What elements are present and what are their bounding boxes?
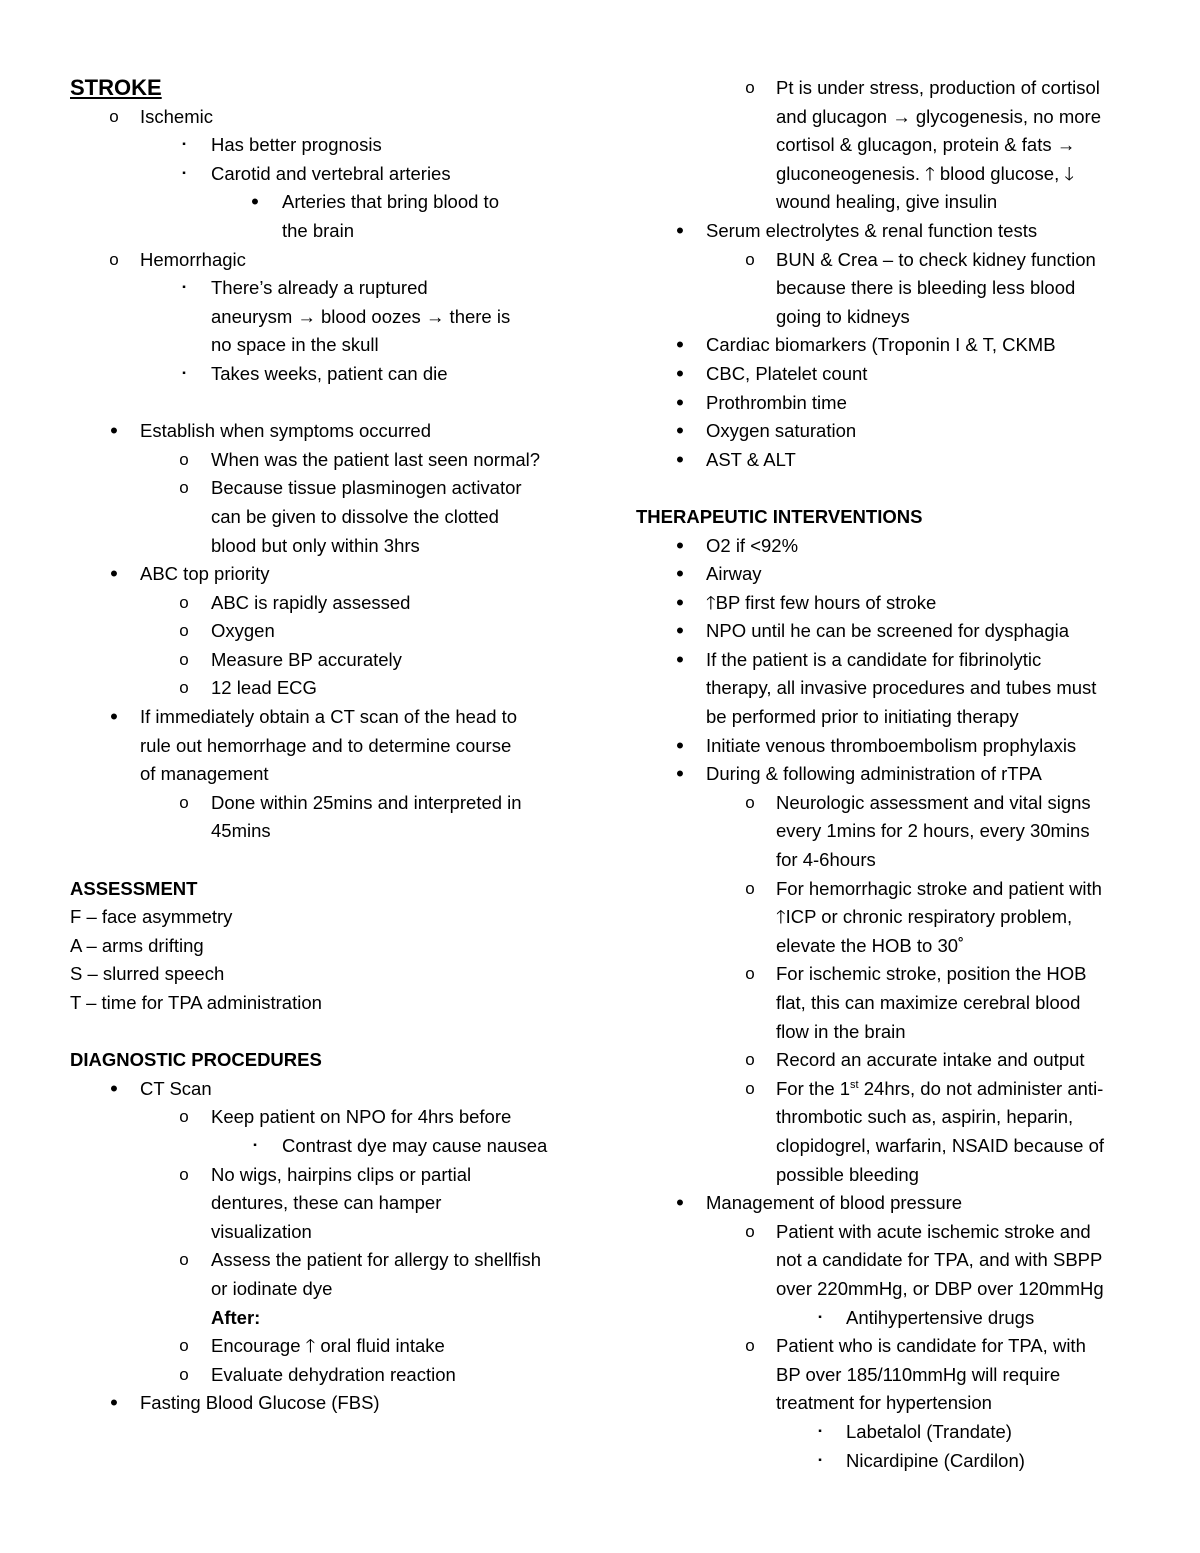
heading-text: THERAPEUTIC INTERVENTIONS: [636, 505, 923, 527]
bullet-icon: •: [251, 189, 259, 215]
square-bullet-icon: ▪: [818, 1454, 822, 1466]
item-text: Labetalol (Trandate): [846, 1420, 1012, 1442]
list-item: [70, 246, 590, 275]
list-item: [70, 303, 590, 332]
list-item: [636, 1189, 1156, 1218]
subheading: [70, 1304, 590, 1333]
list-item: [636, 417, 1156, 446]
item-text: No wigs, hairpins clips or partial: [211, 1163, 472, 1185]
list-item: [70, 331, 590, 360]
square-bullet-icon: ▪: [818, 1311, 822, 1323]
list-item: [636, 960, 1156, 989]
item-text: A – arms drifting: [70, 934, 204, 956]
circle-bullet-icon: o: [179, 649, 189, 669]
circle-bullet-icon: o: [745, 964, 755, 984]
list-item: [70, 903, 590, 932]
title-text: STROKE: [70, 75, 162, 100]
square-bullet-icon: ▪: [182, 282, 186, 294]
item-text: Hemorrhagic: [140, 248, 246, 270]
item-text: There’s already a ruptured: [211, 277, 428, 299]
blank-line: [70, 389, 590, 418]
list-item: [636, 1246, 1156, 1275]
item-text: Pt is under stress, production of cortisol: [776, 77, 1100, 98]
item-text: Record an accurate intake and output: [776, 1049, 1085, 1071]
list-item: [70, 474, 590, 503]
list-item: [636, 789, 1156, 818]
bullet-icon: •: [676, 732, 684, 758]
page-title: [70, 74, 590, 103]
item-text: Takes weeks, patient can die: [211, 362, 448, 384]
circle-bullet-icon: o: [179, 449, 189, 469]
list-item: [636, 131, 1156, 160]
list-item: [636, 1304, 1156, 1333]
item-text: Measure BP accurately: [211, 648, 402, 670]
left-column: [70, 74, 590, 1418]
item-text: Encourage 🡑 oral fluid intake: [211, 1335, 445, 1357]
list-item: [636, 217, 1156, 246]
list-item: [636, 1275, 1156, 1304]
circle-bullet-icon: o: [745, 1221, 755, 1241]
circle-bullet-icon: o: [179, 1164, 189, 1184]
circle-bullet-icon: o: [179, 1107, 189, 1127]
list-item: [70, 1103, 590, 1132]
item-text: Contrast dye may cause nausea: [282, 1134, 548, 1156]
item-text: therapy, all invasive procedures and tubes must: [706, 677, 1097, 699]
list-item: [70, 217, 590, 246]
item-text: Patient who is candidate for TPA, with: [776, 1335, 1086, 1357]
list-item: [70, 1246, 590, 1275]
circle-bullet-icon: o: [745, 78, 755, 97]
text-part: For the 1: [776, 1077, 851, 1099]
item-text: Because tissue plasminogen activator: [211, 477, 522, 499]
list-item: [636, 1103, 1156, 1132]
bullet-icon: •: [676, 360, 684, 386]
list-item: [70, 732, 590, 761]
item-text: going to kidneys: [776, 305, 910, 327]
bullet-icon: •: [676, 618, 684, 644]
list-item: [636, 74, 1156, 103]
bullet-icon: •: [676, 446, 684, 472]
list-item: [636, 446, 1156, 475]
heading-text: DIAGNOSTIC PROCEDURES: [70, 1049, 322, 1071]
item-text: Oxygen saturation: [706, 420, 857, 442]
item-text: 🡑BP first few hours of stroke: [706, 591, 937, 613]
list-item: [636, 617, 1156, 646]
blank-line: [70, 1018, 590, 1047]
list-item: [70, 989, 590, 1018]
list-item: [636, 1361, 1156, 1390]
bullet-icon: •: [676, 589, 684, 615]
item-text: blood but only within 3hrs: [211, 534, 420, 556]
list-item: [636, 1075, 1156, 1104]
item-text: flow in the brain: [776, 1020, 906, 1042]
list-item: [636, 1447, 1156, 1476]
list-item: [636, 589, 1156, 618]
item-text: F – face asymmetry: [70, 906, 233, 928]
list-item: [636, 817, 1156, 846]
item-text: cortisol & glucagon, protein & fats →: [776, 134, 1076, 156]
item-text: If the patient is a candidate for fibrinolytic: [706, 648, 1042, 670]
item-text: the brain: [282, 219, 354, 241]
list-item: [636, 389, 1156, 418]
list-item: [636, 560, 1156, 589]
item-text: If immediately obtain a CT scan of the head to: [140, 706, 518, 728]
item-text: Airway: [706, 563, 762, 585]
item-text: Prothrombin time: [706, 391, 847, 413]
list-item: [70, 1189, 590, 1218]
circle-bullet-icon: o: [179, 592, 189, 612]
bullet-icon: •: [110, 418, 118, 444]
list-item: [70, 417, 590, 446]
item-text: over 220mmHg, or DBP over 120mmHg: [776, 1277, 1104, 1299]
list-item: [70, 1218, 590, 1247]
item-text: gluconeogenesis. 🡑 blood glucose, 🡓: [776, 162, 1074, 184]
item-text: every 1mins for 2 hours, every 30mins: [776, 820, 1090, 842]
list-item: [636, 1389, 1156, 1418]
bullet-icon: •: [676, 332, 684, 358]
circle-bullet-icon: o: [745, 1078, 755, 1098]
item-text: not a candidate for TPA, and with SBPP: [776, 1249, 1103, 1271]
item-text: Ischemic: [140, 105, 213, 127]
item-text: elevate the HOB to 30˚: [776, 934, 965, 956]
circle-bullet-icon: o: [179, 478, 189, 498]
item-text: no space in the skull: [211, 334, 379, 356]
circle-bullet-icon: o: [745, 1336, 755, 1356]
list-item: [70, 560, 590, 589]
item-text: Has better prognosis: [211, 134, 382, 156]
item-text: ABC top priority: [140, 563, 270, 585]
item-text: When was the patient last seen normal?: [211, 448, 541, 470]
circle-bullet-icon: o: [179, 1364, 189, 1384]
list-item: [636, 932, 1156, 961]
section-heading: [70, 875, 590, 904]
square-bullet-icon: ▪: [818, 1425, 822, 1437]
item-text: of management: [140, 763, 269, 785]
item-text: flat, this can maximize cerebral blood: [776, 992, 1081, 1013]
list-item: [636, 1018, 1156, 1047]
list-item: [70, 360, 590, 389]
item-text: Neurologic assessment and vital signs: [776, 791, 1091, 813]
bullet-icon: •: [110, 1390, 118, 1416]
text-part: 24hrs, do not administer anti-: [858, 1077, 1104, 1099]
circle-bullet-icon: o: [745, 792, 755, 812]
item-text: O2 if <92%: [706, 534, 799, 556]
square-bullet-icon: ▪: [182, 167, 186, 179]
list-item: [636, 903, 1156, 932]
item-text: treatment for hypertension: [776, 1392, 992, 1414]
list-item: [636, 1332, 1156, 1361]
item-text: [776, 1075, 1103, 1104]
right-column: [636, 74, 1156, 1475]
list-item: [636, 246, 1156, 275]
item-text: BP over 185/110mmHg will require: [776, 1363, 1061, 1385]
list-item: [636, 989, 1156, 1018]
list-item: [70, 188, 590, 217]
bullet-icon: •: [676, 418, 684, 444]
bullet-icon: •: [676, 532, 684, 558]
item-text: because there is bleeding less blood: [776, 277, 1076, 299]
list-item: [636, 875, 1156, 904]
bullet-icon: •: [676, 389, 684, 415]
list-item: [70, 1275, 590, 1304]
list-item: [70, 703, 590, 732]
item-text: 12 lead ECG: [211, 677, 317, 699]
item-text: Cardiac biomarkers (Troponin I & T, CKMB: [706, 334, 1056, 356]
item-text: can be given to dissolve the clotted: [211, 505, 499, 527]
item-text: CT Scan: [140, 1077, 212, 1099]
item-text: Antihypertensive drugs: [846, 1306, 1035, 1328]
item-text: thrombotic such as, aspirin, heparin,: [776, 1106, 1074, 1128]
item-text: ABC is rapidly assessed: [211, 591, 411, 613]
item-text: For ischemic stroke, position the HOB: [776, 963, 1087, 985]
list-item: [636, 274, 1156, 303]
list-item: [636, 846, 1156, 875]
item-text: Evaluate dehydration reaction: [211, 1363, 456, 1385]
list-item: [70, 760, 590, 789]
bullet-icon: •: [676, 561, 684, 587]
item-text: AST & ALT: [706, 448, 796, 470]
list-item: [636, 532, 1156, 561]
item-text: S – slurred speech: [70, 963, 225, 985]
superscript: st: [850, 1078, 859, 1091]
item-text: Serum electrolytes & renal function tests: [706, 219, 1038, 241]
bullet-icon: •: [676, 761, 684, 787]
list-item: [70, 589, 590, 618]
item-text: Keep patient on NPO for 4hrs before: [211, 1106, 512, 1128]
section-heading: [70, 1046, 590, 1075]
bullet-icon: •: [676, 217, 684, 243]
circle-bullet-icon: o: [179, 1250, 189, 1270]
item-text: clopidogrel, warfarin, NSAID because of: [776, 1134, 1105, 1156]
list-item: [70, 674, 590, 703]
list-item: [636, 331, 1156, 360]
list-item: [70, 932, 590, 961]
circle-bullet-icon: o: [179, 678, 189, 698]
item-text: Assess the patient for allergy to shellfish: [211, 1249, 542, 1271]
item-text: 🡑ICP or chronic respiratory problem,: [776, 906, 1073, 928]
item-text: or iodinate dye: [211, 1277, 333, 1299]
item-text: and glucagon → glycogenesis, no more: [776, 105, 1101, 127]
list-item: [636, 732, 1156, 761]
item-text: T – time for TPA administration: [70, 992, 322, 1013]
item-text: CBC, Platelet count: [706, 362, 868, 384]
list-item: [70, 532, 590, 561]
item-text: Fasting Blood Glucose (FBS): [140, 1392, 380, 1414]
square-bullet-icon: ▪: [253, 1139, 257, 1151]
item-text: rule out hemorrhage and to determine course: [140, 734, 512, 756]
item-text: Arteries that bring blood to: [282, 191, 499, 213]
list-item: [70, 446, 590, 475]
bullet-icon: •: [676, 646, 684, 672]
item-text: Oxygen: [211, 620, 275, 642]
item-text: possible bleeding: [776, 1163, 919, 1185]
list-item: [636, 303, 1156, 332]
item-text: be performed prior to initiating therapy: [706, 706, 1019, 728]
item-text: BUN & Crea – to check kidney function: [776, 248, 1096, 270]
item-text: Patient with acute ischemic stroke and: [776, 1220, 1091, 1242]
list-item: [636, 674, 1156, 703]
list-item: [70, 1361, 590, 1390]
list-item: [636, 1046, 1156, 1075]
bullet-icon: •: [110, 704, 118, 730]
item-text: Management of blood pressure: [706, 1192, 963, 1214]
list-item: [636, 1418, 1156, 1447]
square-bullet-icon: ▪: [182, 367, 186, 379]
list-item: [70, 274, 590, 303]
item-text: for 4-6hours: [776, 849, 876, 871]
item-text: dentures, these can hamper: [211, 1192, 442, 1214]
item-text: visualization: [211, 1220, 312, 1242]
list-item: [70, 1332, 590, 1361]
list-item: [70, 1075, 590, 1104]
circle-bullet-icon: o: [179, 1336, 189, 1356]
list-item: [636, 103, 1156, 132]
item-text: During & following administration of rTPA: [706, 763, 1042, 785]
item-text: Initiate venous thromboembolism prophylaxis: [706, 734, 1077, 756]
item-text: For hemorrhagic stroke and patient with: [776, 877, 1102, 899]
circle-bullet-icon: o: [179, 792, 189, 812]
item-text: Establish when symptoms occurred: [140, 420, 431, 442]
list-item: [70, 1389, 590, 1418]
list-item: [70, 960, 590, 989]
list-item: [70, 1132, 590, 1161]
blank-line: [636, 474, 1156, 503]
list-item: [636, 703, 1156, 732]
list-item: [636, 646, 1156, 675]
list-item: [70, 817, 590, 846]
circle-bullet-icon: o: [109, 106, 119, 126]
list-item: [70, 646, 590, 675]
bullet-icon: •: [110, 1075, 118, 1101]
bullet-icon: •: [110, 561, 118, 587]
item-text: 45mins: [211, 820, 271, 842]
list-item: [636, 760, 1156, 789]
item-text: Done within 25mins and interpreted in: [211, 791, 522, 813]
circle-bullet-icon: o: [745, 249, 755, 269]
item-text: wound healing, give insulin: [776, 191, 998, 213]
list-item: [636, 160, 1156, 189]
circle-bullet-icon: o: [745, 1050, 755, 1070]
list-item: [70, 617, 590, 646]
list-item: [70, 503, 590, 532]
list-item: [636, 1132, 1156, 1161]
square-bullet-icon: ▪: [182, 139, 186, 151]
circle-bullet-icon: o: [179, 621, 189, 641]
list-item: [70, 131, 590, 160]
list-item: [636, 188, 1156, 217]
blank-line: [70, 846, 590, 875]
circle-bullet-icon: o: [109, 249, 119, 269]
item-text: Nicardipine (Cardilon): [846, 1449, 1025, 1471]
list-item: [70, 103, 590, 132]
list-item: [70, 789, 590, 818]
list-item: [70, 160, 590, 189]
item-text: Carotid and vertebral arteries: [211, 162, 451, 184]
list-item: [636, 360, 1156, 389]
section-heading: [636, 503, 1156, 532]
list-item: [636, 1218, 1156, 1247]
circle-bullet-icon: o: [745, 878, 755, 898]
bullet-icon: •: [676, 1190, 684, 1216]
heading-text: ASSESSMENT: [70, 877, 198, 899]
item-text: NPO until he can be screened for dysphagia: [706, 620, 1070, 642]
item-text: aneurysm → blood oozes → there is: [211, 305, 511, 327]
list-item: [636, 1161, 1156, 1190]
item-text: After:: [211, 1306, 261, 1328]
list-item: [70, 1161, 590, 1190]
